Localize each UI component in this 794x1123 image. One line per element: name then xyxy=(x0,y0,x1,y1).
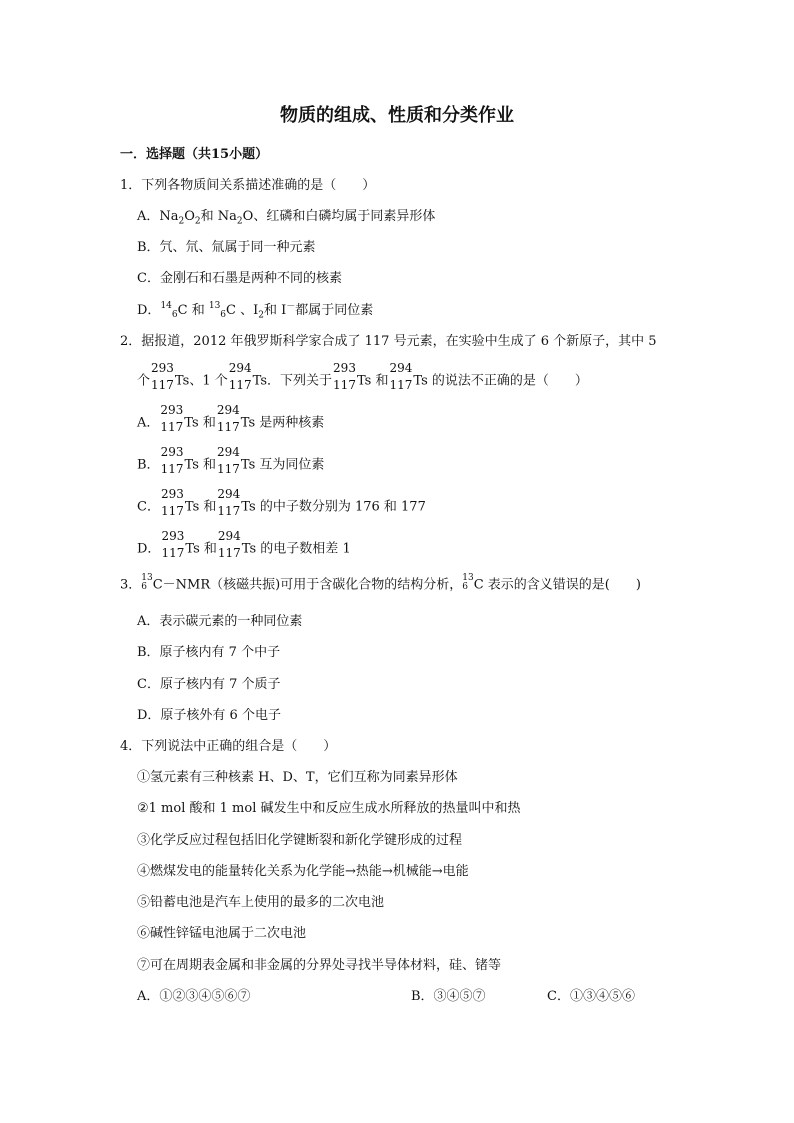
q1-option-c[interactable]: C．金刚石和石墨是两种不同的核素 xyxy=(137,271,342,286)
q4-statement: ⑥碱性锌锰电池属于二次电池 xyxy=(137,926,307,941)
q4-statement: ④燃煤发电的能量转化关系为化学能→热能→机械能→电能 xyxy=(137,864,469,879)
question-1-stem: 1．下列各物质间关系描述准确的是（ ） xyxy=(120,178,376,193)
q4-statement: ②1 mol 酸和 1 mol 碱发生中和反应生成水所释放的热量叫中和热 xyxy=(137,801,521,816)
question-2-stem: 2．据报道，2012 年俄罗斯科学家合成了 117 号元素，在实验中生成了 6 个新原子，其中 5 xyxy=(120,334,657,349)
q2-option-a[interactable]: A． 293 117 Ts 和 294 117 Ts 是两种核素 xyxy=(137,403,325,434)
q4-statement: ③化学反应过程包括旧化学键断裂和新化学键形成的过程 xyxy=(137,833,463,848)
q1-option-a[interactable]: A．$Na_2O_2$和 $Na_2O$、红磷和白磷均属于同素异形体 xyxy=(137,209,436,227)
q4-option-a[interactable]: A．①②③④⑤⑥⑦ xyxy=(137,989,251,1004)
q4-statement: ⑦可在周期表金属和非金属的分界处寻找半导体材料，硅、锗等 xyxy=(137,958,502,973)
q4-statement: ①氢元素有三种核素 H、D、T，它们互称为同素异形体 xyxy=(137,770,458,785)
q2-option-c[interactable]: C． 293 117 Ts 和 294 117 Ts 的中子数分别为 176 和 177 xyxy=(137,487,426,518)
q1-option-d[interactable]: D．$^{14}_6$C 和 $^{13}_6$C 、$I_2$和 I－都属于同位素 xyxy=(137,301,374,321)
q4-option-b[interactable]: B．③④⑤⑦ xyxy=(411,989,486,1004)
q3-option-d[interactable]: D．原子核外有 6 个电子 xyxy=(137,708,281,723)
question-2-stem-line2: 个 293 117 Ts、1 个 294 117 Ts．下列关于 293 117 Ts 和 294 117 Ts 的说法不正确的是（ ） xyxy=(137,361,588,392)
question-4-stem: 4．下列说法中正确的组合是（ ） xyxy=(120,739,337,754)
q1-option-b[interactable]: B．氕、氘、氚属于同一种元素 xyxy=(137,240,316,255)
section-heading: 一．选择题（共15小题） xyxy=(120,147,269,162)
question-3-stem: 3． 13 6 C－NMR（核磁共振)可用于含碳化合物的结构分析， 13 6 C 表示的含义错误的是( ) xyxy=(120,573,641,593)
page-title: 物质的组成、性质和分类作业 xyxy=(280,105,514,126)
q3-option-a[interactable]: A．表示碳元素的一种同位素 xyxy=(137,614,303,629)
q3-option-b[interactable]: B．原子核内有 7 个中子 xyxy=(137,645,281,660)
q3-option-c[interactable]: C．原子核内有 7 个质子 xyxy=(137,677,281,692)
q4-option-c[interactable]: C．①③④⑤⑥ xyxy=(547,989,635,1004)
q2-option-d[interactable]: D． 293 117 Ts 和 294 117 Ts 的电子数相差 1 xyxy=(137,529,351,560)
q2-option-b[interactable]: B． 293 117 Ts 和 294 117 Ts 互为同位素 xyxy=(137,445,325,476)
q4-statement: ⑤铅蓄电池是汽车上使用的最多的二次电池 xyxy=(137,895,385,910)
